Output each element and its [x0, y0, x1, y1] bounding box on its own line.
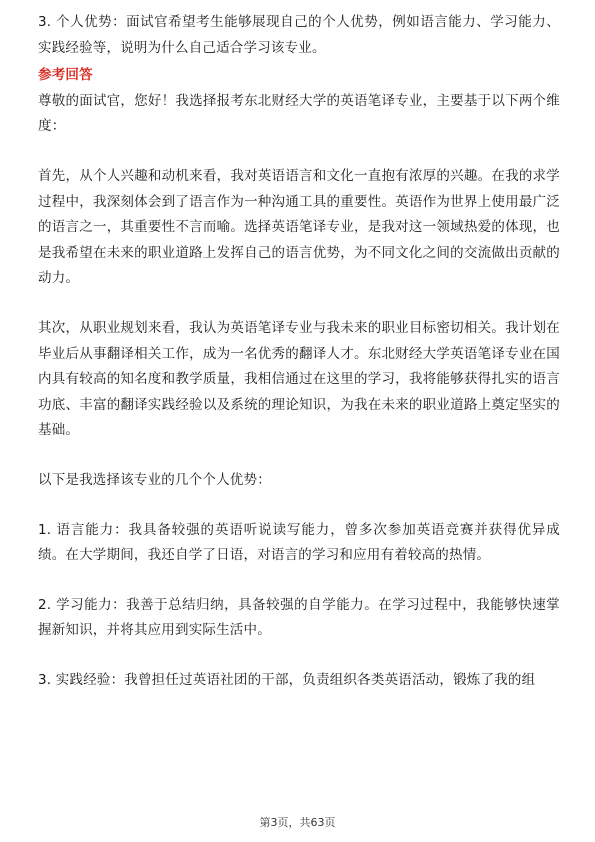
- paragraph-second-reason: 其次，从职业规划来看，我认为英语笔译专业与我未来的职业目标密切相关。我计划在毕业后从事翻译相关工作，成为一名优秀的翻译人才。东北财经大学英语笔译专业在国内具有较高的知名度和教学质量，我相信通过在这里的学习，我将能够获得扎实的语言功底、丰富的翻译实践经验以及系统的理论知识，为我在未来的职业道路上奠定坚实的基础。: [38, 319, 560, 439]
- page-number-footer: 第3页，共63页: [259, 816, 336, 829]
- reference-answer-heading: 参考回答: [38, 67, 93, 84]
- paragraph-greeting: 尊敬的面试官，您好！我选择报考东北财经大学的英语笔译专业，主要基于以下两个维度：: [38, 92, 560, 135]
- paragraph-advantage-learning: 2. 学习能力：我善于总结归纳，具备较强的自学能力。在学习过程中，我能够快速掌握新知识，并将其应用到实际生活中。: [38, 596, 560, 639]
- paragraph-advantages-intro: 以下是我选择该专业的几个个人优势：: [38, 471, 271, 488]
- document-body: [38, 10, 560, 693]
- paragraph-personal-advantage-question: 3. 个人优势：面试官希望考生能够展现自己的个人优势，例如语言能力、学习能力、实践经验等，说明为什么自己适合学习该专业。: [38, 14, 560, 56]
- paragraph-advantage-language: 1. 语言能力：我具备较强的英语听说读写能力，曾多次参加英语竞赛并获得优异成绩。在大学期间，我还自学了日语，对语言的学习和应用有着较高的热情。: [38, 521, 560, 564]
- paragraph-advantage-practice: 3. 实践经验：我曾担任过英语社团的干部，负责组织各类英语活动，锻炼了我的组: [38, 671, 536, 688]
- paragraph-first-reason: 首先，从个人兴趣和动机来看，我对英语语言和文化一直抱有浓厚的兴趣。在我的求学过程中，我深刻体会到了语言作为一种沟通工具的重要性。英语作为世界上使用最广泛的语言之一，其重要性不言而喻。选择英语笔译专业，是我对这一领域热爱的体现，也是我希望在未来的职业道路上发挥自己的语言优势，为不同文化之间的交流做出贡献的动力。: [38, 167, 560, 287]
